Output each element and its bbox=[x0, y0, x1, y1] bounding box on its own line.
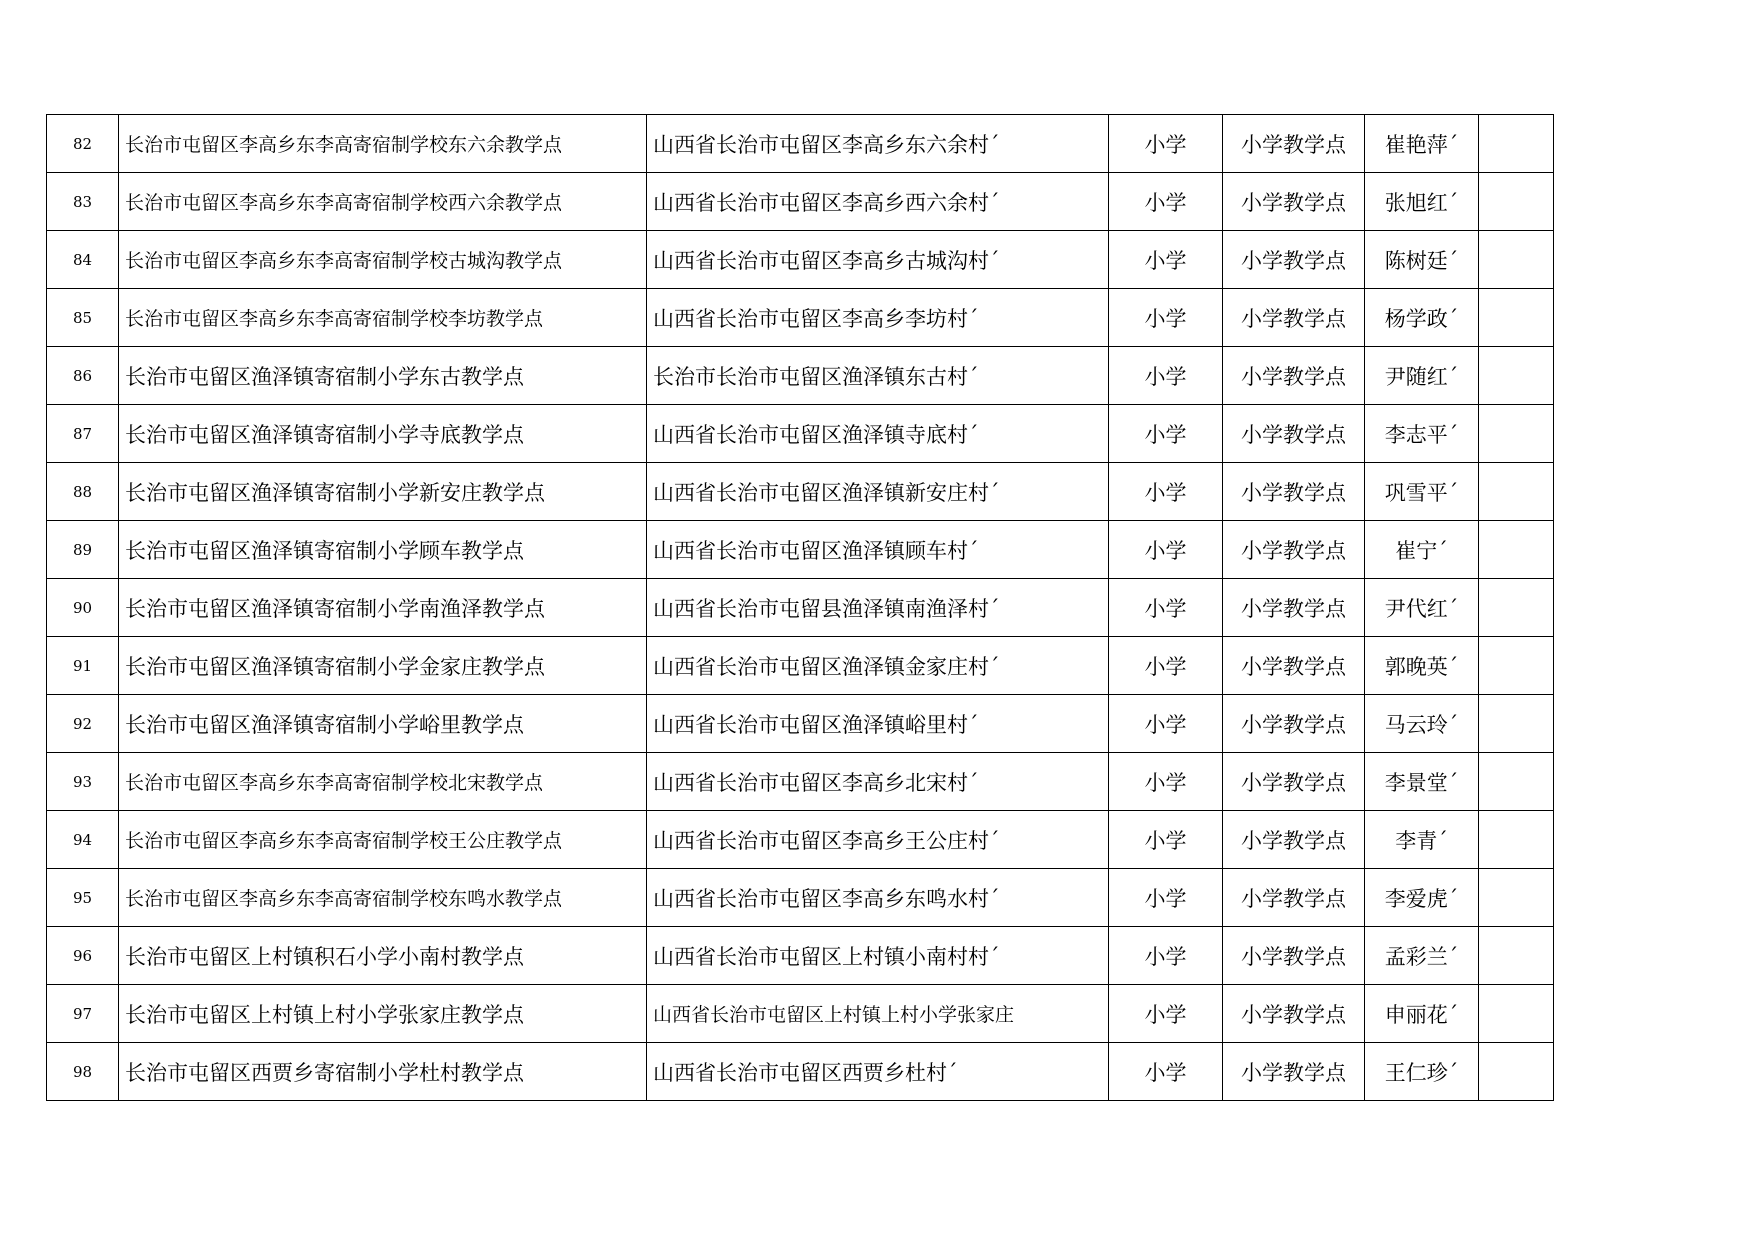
school-level: 小学 bbox=[1109, 521, 1223, 579]
row-number: 90 bbox=[47, 579, 119, 637]
school-type: 小学教学点 bbox=[1223, 521, 1365, 579]
principal-name: 马云玲´ bbox=[1365, 695, 1479, 753]
school-level: 小学 bbox=[1109, 1043, 1223, 1101]
row-number: 96 bbox=[47, 927, 119, 985]
school-address: 山西省长治市屯留区渔泽镇寺底村´ bbox=[647, 405, 1109, 463]
blank-cell bbox=[1479, 695, 1554, 753]
blank-cell bbox=[1479, 753, 1554, 811]
school-name: 长治市屯留区渔泽镇寄宿制小学顾车教学点 bbox=[119, 521, 647, 579]
row-number: 97 bbox=[47, 985, 119, 1043]
blank-cell bbox=[1479, 347, 1554, 405]
row-number: 85 bbox=[47, 289, 119, 347]
school-address: 山西省长治市屯留区李高乡王公庄村´ bbox=[647, 811, 1109, 869]
school-name: 长治市屯留区渔泽镇寄宿制小学金家庄教学点 bbox=[119, 637, 647, 695]
row-number: 92 bbox=[47, 695, 119, 753]
row-number: 98 bbox=[47, 1043, 119, 1101]
principal-name: 崔艳萍´ bbox=[1365, 115, 1479, 173]
school-type: 小学教学点 bbox=[1223, 115, 1365, 173]
principal-name: 崔宁´ bbox=[1365, 521, 1479, 579]
school-type: 小学教学点 bbox=[1223, 637, 1365, 695]
table-row bbox=[47, 579, 1554, 637]
table-row bbox=[47, 521, 1554, 579]
school-type: 小学教学点 bbox=[1223, 927, 1365, 985]
principal-name: 张旭红´ bbox=[1365, 173, 1479, 231]
principal-name: 李爱虎´ bbox=[1365, 869, 1479, 927]
row-number: 84 bbox=[47, 231, 119, 289]
table-row bbox=[47, 115, 1554, 173]
school-level: 小学 bbox=[1109, 289, 1223, 347]
school-type: 小学教学点 bbox=[1223, 173, 1365, 231]
school-name: 长治市屯留区李高乡东李高寄宿制学校古城沟教学点 bbox=[119, 231, 647, 289]
school-type: 小学教学点 bbox=[1223, 869, 1365, 927]
table-row bbox=[47, 637, 1554, 695]
school-type: 小学教学点 bbox=[1223, 347, 1365, 405]
principal-name: 尹随红´ bbox=[1365, 347, 1479, 405]
blank-cell bbox=[1479, 579, 1554, 637]
row-number: 95 bbox=[47, 869, 119, 927]
school-name: 长治市屯留区上村镇上村小学张家庄教学点 bbox=[119, 985, 647, 1043]
school-type: 小学教学点 bbox=[1223, 753, 1365, 811]
table-row bbox=[47, 869, 1554, 927]
school-level: 小学 bbox=[1109, 405, 1223, 463]
table-row bbox=[47, 753, 1554, 811]
school-level: 小学 bbox=[1109, 985, 1223, 1043]
blank-cell bbox=[1479, 521, 1554, 579]
table-row bbox=[47, 927, 1554, 985]
school-address: 山西省长治市屯留区李高乡北宋村´ bbox=[647, 753, 1109, 811]
row-number: 86 bbox=[47, 347, 119, 405]
blank-cell bbox=[1479, 927, 1554, 985]
blank-cell bbox=[1479, 405, 1554, 463]
school-address: 山西省长治市屯留区李高乡古城沟村´ bbox=[647, 231, 1109, 289]
school-level: 小学 bbox=[1109, 579, 1223, 637]
school-type: 小学教学点 bbox=[1223, 1043, 1365, 1101]
school-name: 长治市屯留区李高乡东李高寄宿制学校王公庄教学点 bbox=[119, 811, 647, 869]
school-type: 小学教学点 bbox=[1223, 289, 1365, 347]
table-row bbox=[47, 405, 1554, 463]
blank-cell bbox=[1479, 811, 1554, 869]
principal-name: 尹代红´ bbox=[1365, 579, 1479, 637]
row-number: 88 bbox=[47, 463, 119, 521]
row-number: 83 bbox=[47, 173, 119, 231]
school-level: 小学 bbox=[1109, 347, 1223, 405]
principal-name: 申丽花´ bbox=[1365, 985, 1479, 1043]
row-number: 89 bbox=[47, 521, 119, 579]
school-name: 长治市屯留区渔泽镇寄宿制小学东古教学点 bbox=[119, 347, 647, 405]
school-level: 小学 bbox=[1109, 463, 1223, 521]
table-row bbox=[47, 811, 1554, 869]
school-type: 小学教学点 bbox=[1223, 405, 1365, 463]
school-type: 小学教学点 bbox=[1223, 695, 1365, 753]
school-name: 长治市屯留区李高乡东李高寄宿制学校李坊教学点 bbox=[119, 289, 647, 347]
school-level: 小学 bbox=[1109, 811, 1223, 869]
school-type: 小学教学点 bbox=[1223, 231, 1365, 289]
row-number: 93 bbox=[47, 753, 119, 811]
principal-name: 郭晚英´ bbox=[1365, 637, 1479, 695]
school-level: 小学 bbox=[1109, 173, 1223, 231]
principal-name: 杨学政´ bbox=[1365, 289, 1479, 347]
school-name: 长治市屯留区渔泽镇寄宿制小学峪里教学点 bbox=[119, 695, 647, 753]
school-address: 山西省长治市屯留区渔泽镇金家庄村´ bbox=[647, 637, 1109, 695]
blank-cell bbox=[1479, 173, 1554, 231]
school-address: 山西省长治市屯留区渔泽镇峪里村´ bbox=[647, 695, 1109, 753]
school-level: 小学 bbox=[1109, 231, 1223, 289]
school-address: 山西省长治市屯留区上村镇上村小学张家庄 bbox=[647, 985, 1109, 1043]
blank-cell bbox=[1479, 289, 1554, 347]
blank-cell bbox=[1479, 231, 1554, 289]
school-address: 山西省长治市屯留区李高乡李坊村´ bbox=[647, 289, 1109, 347]
school-type: 小学教学点 bbox=[1223, 579, 1365, 637]
spreadsheet-page bbox=[46, 114, 1554, 1101]
school-name: 长治市屯留区李高乡东李高寄宿制学校东鸣水教学点 bbox=[119, 869, 647, 927]
school-table bbox=[46, 114, 1554, 1101]
table-row bbox=[47, 173, 1554, 231]
school-name: 长治市屯留区李高乡东李高寄宿制学校北宋教学点 bbox=[119, 753, 647, 811]
blank-cell bbox=[1479, 637, 1554, 695]
blank-cell bbox=[1479, 1043, 1554, 1101]
table-row bbox=[47, 289, 1554, 347]
school-address: 长治市长治市屯留区渔泽镇东古村´ bbox=[647, 347, 1109, 405]
principal-name: 李景堂´ bbox=[1365, 753, 1479, 811]
school-address: 山西省长治市屯留区西贾乡杜村´ bbox=[647, 1043, 1109, 1101]
school-level: 小学 bbox=[1109, 637, 1223, 695]
school-address: 山西省长治市屯留区李高乡东六余村´ bbox=[647, 115, 1109, 173]
blank-cell bbox=[1479, 463, 1554, 521]
principal-name: 巩雪平´ bbox=[1365, 463, 1479, 521]
blank-cell bbox=[1479, 869, 1554, 927]
principal-name: 王仁珍´ bbox=[1365, 1043, 1479, 1101]
school-level: 小学 bbox=[1109, 927, 1223, 985]
blank-cell bbox=[1479, 115, 1554, 173]
school-level: 小学 bbox=[1109, 115, 1223, 173]
school-type: 小学教学点 bbox=[1223, 811, 1365, 869]
school-type: 小学教学点 bbox=[1223, 985, 1365, 1043]
principal-name: 李志平´ bbox=[1365, 405, 1479, 463]
table-row bbox=[47, 231, 1554, 289]
blank-cell bbox=[1479, 985, 1554, 1043]
row-number: 94 bbox=[47, 811, 119, 869]
school-name: 长治市屯留区西贾乡寄宿制小学杜村教学点 bbox=[119, 1043, 647, 1101]
school-address: 山西省长治市屯留区李高乡东鸣水村´ bbox=[647, 869, 1109, 927]
principal-name: 孟彩兰´ bbox=[1365, 927, 1479, 985]
school-name: 长治市屯留区渔泽镇寄宿制小学新安庄教学点 bbox=[119, 463, 647, 521]
school-address: 山西省长治市屯留区渔泽镇顾车村´ bbox=[647, 521, 1109, 579]
school-name: 长治市屯留区渔泽镇寄宿制小学寺底教学点 bbox=[119, 405, 647, 463]
table-row bbox=[47, 985, 1554, 1043]
table-row bbox=[47, 1043, 1554, 1101]
principal-name: 李青´ bbox=[1365, 811, 1479, 869]
school-level: 小学 bbox=[1109, 753, 1223, 811]
school-name: 长治市屯留区上村镇积石小学小南村教学点 bbox=[119, 927, 647, 985]
school-type: 小学教学点 bbox=[1223, 463, 1365, 521]
school-address: 山西省长治市屯留区上村镇小南村村´ bbox=[647, 927, 1109, 985]
row-number: 82 bbox=[47, 115, 119, 173]
school-name: 长治市屯留区渔泽镇寄宿制小学南渔泽教学点 bbox=[119, 579, 647, 637]
school-name: 长治市屯留区李高乡东李高寄宿制学校西六余教学点 bbox=[119, 173, 647, 231]
school-address: 山西省长治市屯留区渔泽镇新安庄村´ bbox=[647, 463, 1109, 521]
table-row bbox=[47, 695, 1554, 753]
school-address: 山西省长治市屯留县渔泽镇南渔泽村´ bbox=[647, 579, 1109, 637]
school-level: 小学 bbox=[1109, 869, 1223, 927]
row-number: 91 bbox=[47, 637, 119, 695]
school-name: 长治市屯留区李高乡东李高寄宿制学校东六余教学点 bbox=[119, 115, 647, 173]
school-address: 山西省长治市屯留区李高乡西六余村´ bbox=[647, 173, 1109, 231]
table-row bbox=[47, 347, 1554, 405]
table-row bbox=[47, 463, 1554, 521]
row-number: 87 bbox=[47, 405, 119, 463]
school-level: 小学 bbox=[1109, 695, 1223, 753]
principal-name: 陈树廷´ bbox=[1365, 231, 1479, 289]
